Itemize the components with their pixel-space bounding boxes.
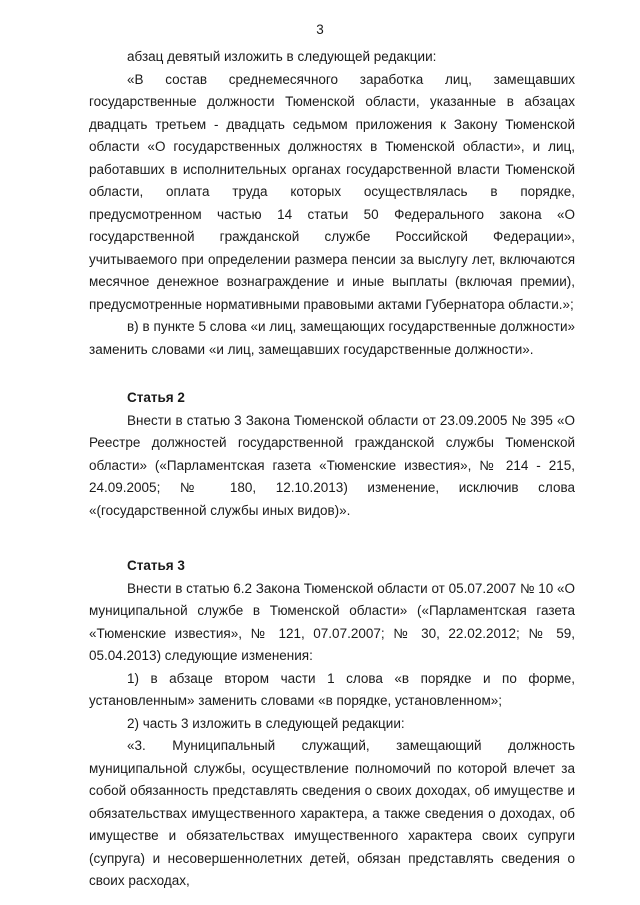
paragraph-item-v: в) в пункте 5 слова «и лиц, замещающих государственные должности» заменить словами «и лиц, замещавших государственные должности». <box>89 319 575 357</box>
word: «В <box>127 71 144 87</box>
word: состав <box>165 71 208 87</box>
page-number: 3 <box>316 22 324 37</box>
document-body <box>89 46 575 893</box>
article-3-text: Внести в статью 6.2 Закона Тюменской области от 05.07.2007 № 10 «О муниципальной службе в Тюменской области» («Парламентская газета «Тюменские известия», № 121, 07.07.2007; № 30, 22.02.2012; № 59, 05.04.2013) следующие изменения: <box>89 580 575 663</box>
article-3-quote: «3. Муниципальный служащий, замещающий должность муниципальной службы, осуществление полномочий по которой влечет за собой обязанность представлять сведения о своих доходах, об имуществе и обязательствах имущественного характера, а также сведения о доходах, об имуществе и обязательствах имущественного характера своих супруги (супруга) и несовершеннолетних детей, обязан представлять сведения о своих расходах, <box>89 738 575 888</box>
word: заработка <box>359 71 424 87</box>
word: замещавших <box>493 71 575 87</box>
article-3-heading: Статья 3 <box>127 558 185 573</box>
paragraph-intro: абзац девятый изложить в следующей редакции: <box>127 49 437 64</box>
word: лиц, <box>445 71 472 87</box>
article-2-text: Внести в статью 3 Закона Тюменской области от 23.09.2005 № 395 «О Реестре должностей государственной гражданской службы Тюменской области» («Парламентская газета «Тюменские известия», № 214 - 215, 24.09.2005; № 180, 12.10.2013) изменение, исключив слова «(государственной службы иных видов)». <box>89 412 575 518</box>
paragraph-quote: государственные должности Тюменской области, указанные в абзацах двадцать третьем - двадцать седьмом приложения к Закону Тюменской области «О государственных должностях в Тюменской области», и лиц, работавших в исполнительных органах государственной власти Тюменской области, оплата труда которых осуществлялась в порядке, предусмотренном частью 14 статьи 50 Федерального закона «О государственной гражданской службе Российской Федерации», учитываемого при определении размера пенсии за выслугу лет, включаются месячное денежное вознаграждение и иные выплаты (включая премии), предусмотренные нормативными правовыми актами Губернатора области.»; <box>89 94 575 312</box>
article-3-item-2: 2) часть 3 изложить в следующей редакции: <box>127 715 405 731</box>
article-3-item-1: 1) в абзаце втором части 1 слова «в порядке и по форме, установленным» заменить словами «в порядке, установленном»; <box>89 670 575 708</box>
paragraph-quote-first-line <box>89 69 575 92</box>
article-2-heading: Статья 2 <box>127 390 185 405</box>
word: среднемесячного <box>228 71 339 87</box>
